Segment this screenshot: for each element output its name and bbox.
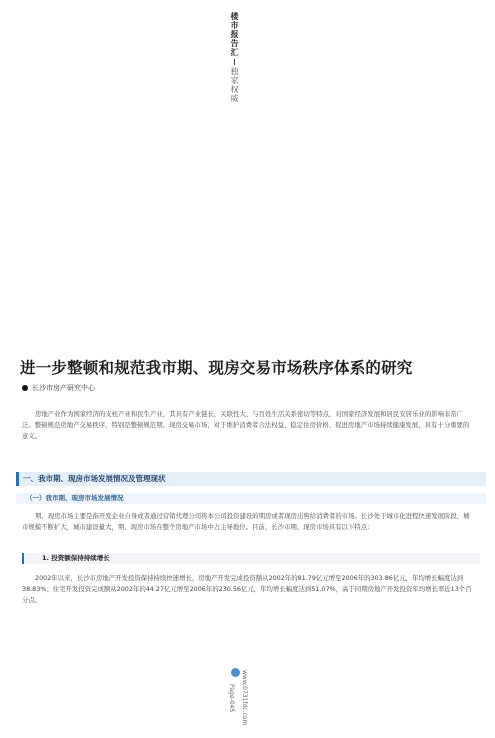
abstract-paragraph: 房地产业作为国家经济的支柱产业和民生产业，其具有产业链长，关联性大、与百姓生活关系密切等特点，对国家经济发展和居民安居乐业的影响非常广泛。整顿规范房地产交易秩序，特别是整顿规范期、现房交易市场，对于维护消费者合法权益、稳定住房价格、促进房地产市场持续健康发展，具有十分重要的意义。	[22, 410, 470, 440]
website-link[interactable]: www.0731fdc.com	[241, 670, 248, 726]
circle-logo-icon	[231, 668, 240, 677]
section-heading: 一、我市期、现房市场发展情况及管理现状	[16, 472, 486, 486]
page-number: Page-045	[228, 684, 235, 713]
page-footer	[228, 668, 248, 725]
body-paragraph: 2002年以来，长沙市房地产开发投资保持持续快速增长，房地产开发完成投资额从2002年的81.79亿元增至2006年的303.86亿元，年均增长幅度达到38.83%；住宅开发投资完成额从2002年的44.27亿元增至2006年的230.56亿元，年均增长幅度达到51.07%，高于同期房地产开发投资年均增长率近13个百分点。	[22, 574, 472, 604]
bullet-icon	[22, 385, 28, 391]
side-tag-divider	[234, 59, 235, 65]
side-tag-title: 楼市报告汇	[230, 12, 239, 57]
author-name: 长沙市房产研究中心	[32, 384, 95, 392]
subsection-heading: （一）我市期、现房市场发展情况	[16, 493, 486, 504]
author-line	[22, 383, 95, 393]
body-paragraph: 期、现房市场主要是指开发企业自身或者通过营销代理公司将本公司投资建设的期房或者现房出售给消费者的市场。长沙处于城市化进程快速发展阶段，城市规模不断扩大，城市建设量大，期、现房市场在整个房地产市场中占主导地位。目前，长沙市期、现房市场具有以下特点：	[22, 512, 470, 531]
side-tag-subtitle: 独家权威	[230, 67, 239, 103]
article-title: 进一步整顿和规范我市期、现房交易市场秩序体系的研究	[20, 359, 413, 377]
point-heading: 1. 投资额保持持续增长	[22, 553, 480, 564]
side-tag	[224, 12, 244, 103]
